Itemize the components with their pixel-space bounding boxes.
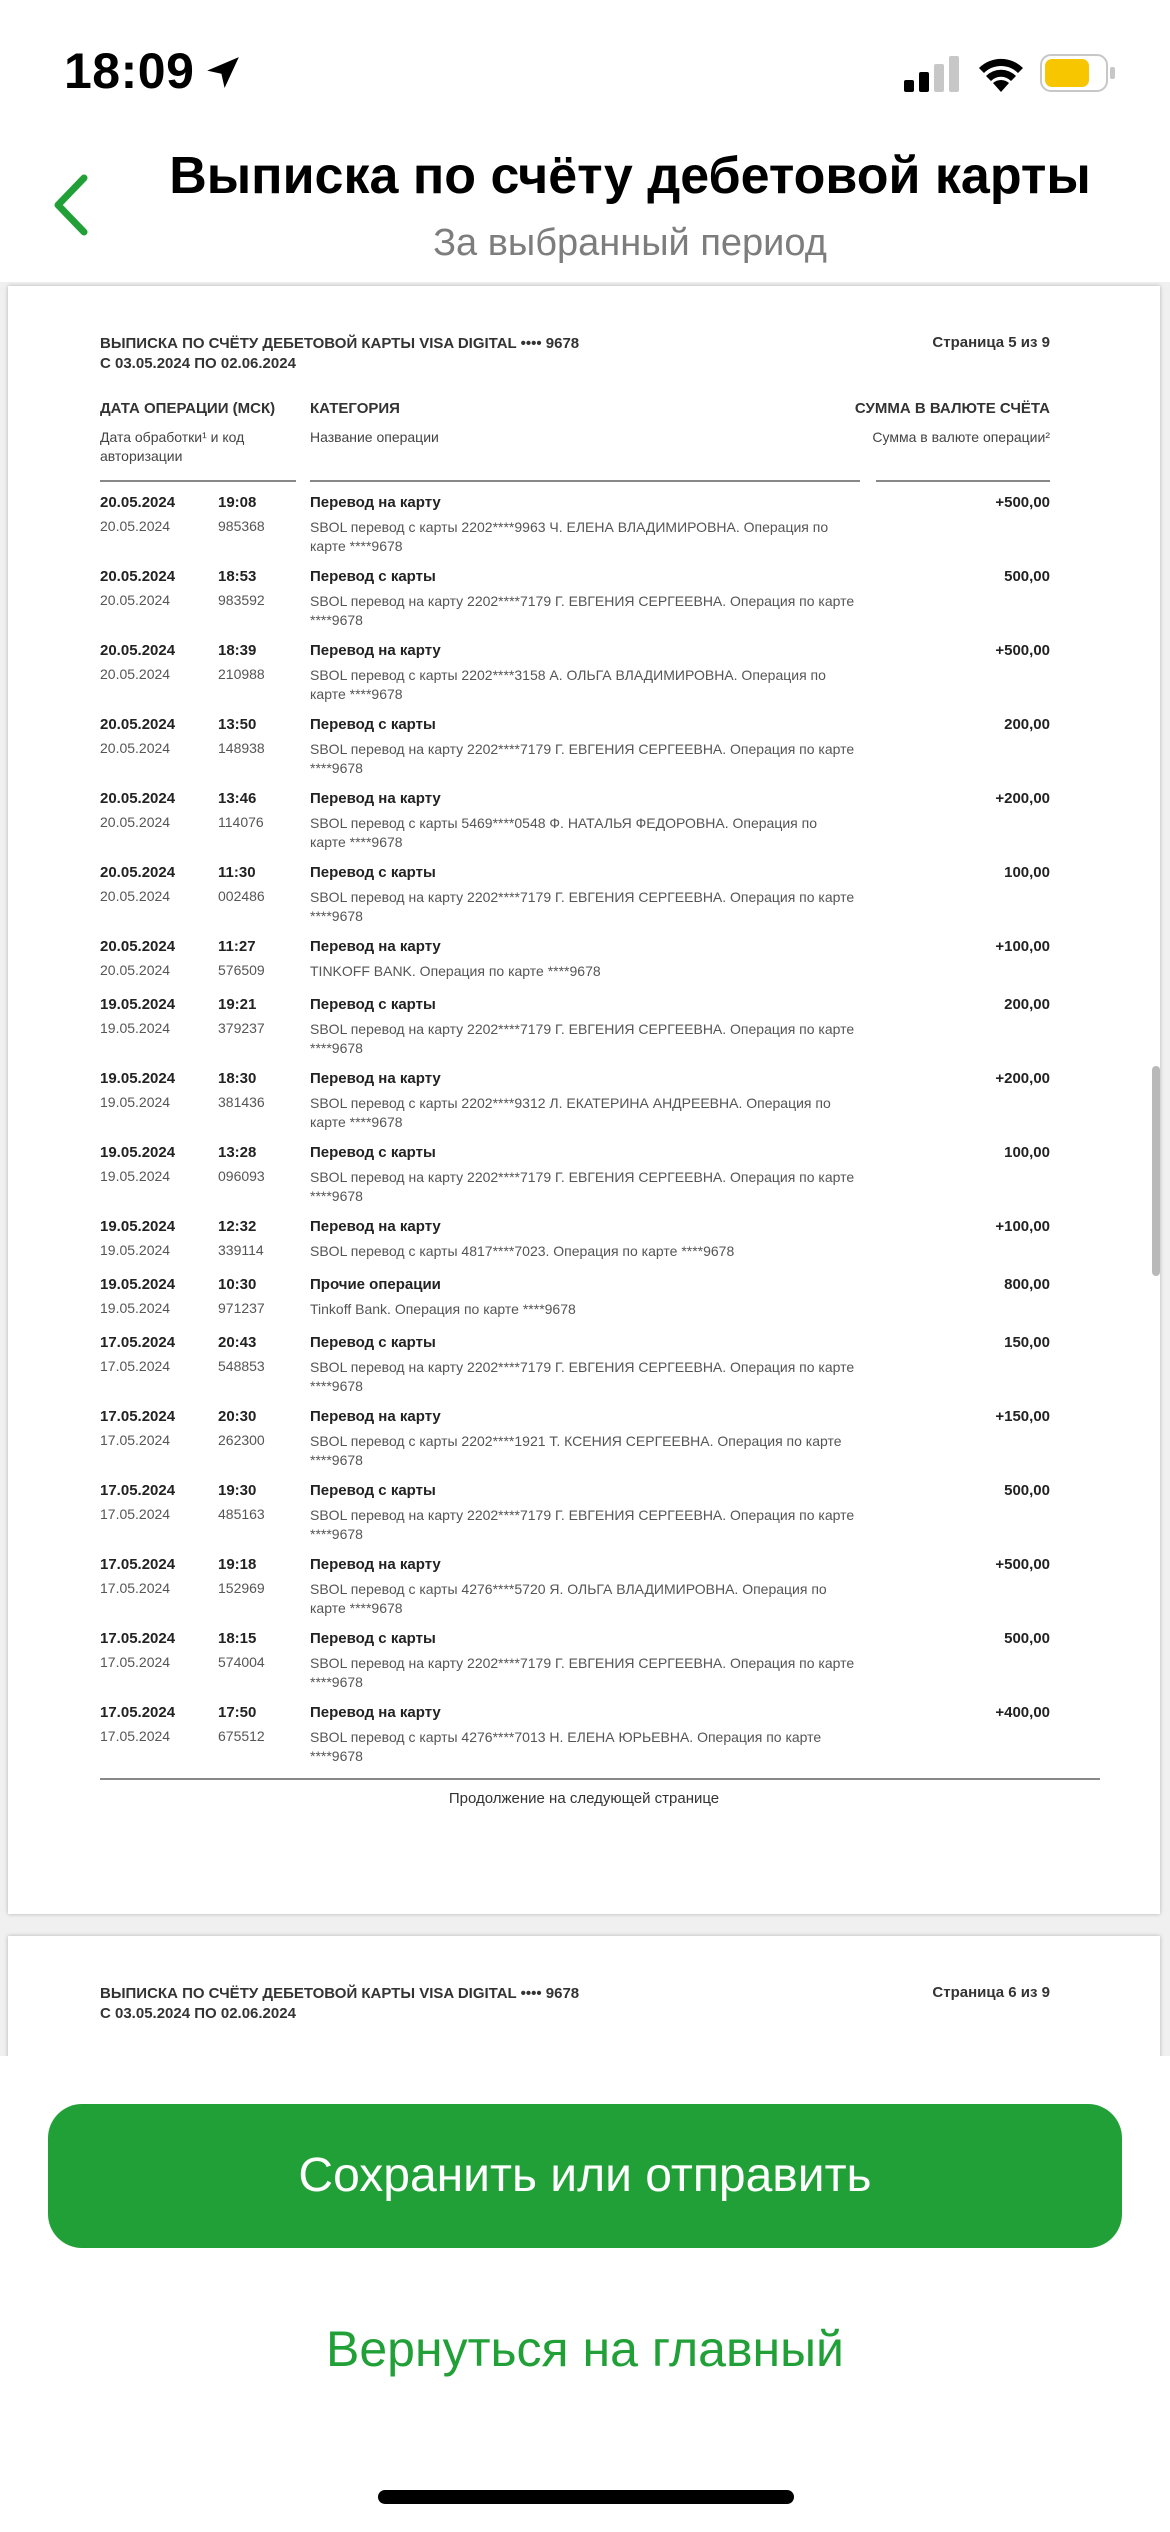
transaction-amount: +500,00 — [995, 1556, 1050, 1573]
page-title: Выписка по счёту дебетовой карты — [169, 147, 1091, 205]
home-indicator — [378, 2490, 794, 2504]
transaction-amount: +500,00 — [995, 494, 1050, 511]
cellular-signal-icon — [904, 56, 960, 92]
transaction-row — [8, 494, 1160, 568]
processing-date: 17.05.2024 — [100, 1506, 171, 1522]
transaction-date: 17.05.2024 — [100, 1704, 176, 1721]
auth-code: 002486 — [218, 888, 265, 904]
location-arrow-icon — [204, 54, 242, 92]
transaction-date: 17.05.2024 — [100, 1334, 176, 1351]
transaction-description: SBOL перевод на карту 2202****7179 Г. ЕВГЕНИЯ СЕРГЕЕВНА. Операция по карте ****9678 — [310, 1021, 855, 1056]
auth-code: 485163 — [218, 1506, 265, 1522]
statement-next-page — [8, 1936, 1160, 2056]
transaction-description: SBOL перевод с карты 2202****3158 А. ОЛЬГА ВЛАДИМИРОВНА. Операция по карте ****9678 — [310, 667, 826, 702]
transaction-amount: +100,00 — [995, 1218, 1050, 1235]
auth-code: 574004 — [218, 1654, 265, 1670]
processing-date: 20.05.2024 — [100, 962, 171, 978]
processing-date: 17.05.2024 — [100, 1580, 171, 1596]
transaction-time: 18:53 — [218, 568, 257, 585]
transaction-date: 17.05.2024 — [100, 1408, 176, 1425]
auth-code: 971237 — [218, 1300, 265, 1316]
transaction-row — [8, 1556, 1160, 1630]
processing-date: 19.05.2024 — [100, 1168, 171, 1184]
transaction-description: SBOL перевод на карту 2202****7179 Г. ЕВГЕНИЯ СЕРГЕЕВНА. Операция по карте ****9678 — [310, 1507, 855, 1542]
transaction-date: 20.05.2024 — [100, 938, 176, 955]
status-bar — [0, 0, 1170, 150]
page-number: Страница 5 из 9 — [932, 334, 1050, 351]
transaction-category: Перевод на карту — [310, 1070, 441, 1087]
transaction-time: 12:32 — [218, 1218, 257, 1235]
transaction-time: 17:50 — [218, 1704, 257, 1721]
transaction-description: SBOL перевод с карты 4276****5720 Я. ОЛЬГА ВЛАДИМИРОВНА. Операция по карте ****9678 — [310, 1581, 827, 1616]
transaction-category: Перевод с карты — [310, 568, 436, 585]
transaction-time: 10:30 — [218, 1276, 257, 1293]
status-time: 18:09 — [64, 43, 195, 99]
auth-code: 381436 — [218, 1094, 265, 1110]
auth-code: 262300 — [218, 1432, 265, 1448]
transaction-description: Tinkoff Bank. Операция по карте ****9678 — [310, 1301, 576, 1317]
transaction-amount: 500,00 — [1004, 1630, 1050, 1647]
transaction-time: 19:30 — [218, 1482, 257, 1499]
processing-date: 19.05.2024 — [100, 1242, 171, 1258]
transaction-amount: 100,00 — [1004, 1144, 1050, 1161]
processing-date: 20.05.2024 — [100, 814, 171, 830]
transaction-description: SBOL перевод на карту 2202****7179 Г. ЕВГЕНИЯ СЕРГЕЕВНА. Операция по карте ****9678 — [310, 889, 855, 924]
transaction-date: 20.05.2024 — [100, 864, 176, 881]
column-divider — [100, 480, 296, 482]
transaction-date: 19.05.2024 — [100, 1144, 176, 1161]
transaction-category: Перевод с карты — [310, 996, 436, 1013]
transaction-amount: +150,00 — [995, 1408, 1050, 1425]
auth-code: 210988 — [218, 666, 265, 682]
transaction-date: 17.05.2024 — [100, 1556, 176, 1573]
column-subheader-date: Дата обработки¹ и код авторизации — [100, 429, 245, 464]
transaction-amount: +200,00 — [995, 1070, 1050, 1087]
transaction-description: SBOL перевод на карту 2202****7179 Г. ЕВГЕНИЯ СЕРГЕЕВНА. Операция по карте ****9678 — [310, 1655, 855, 1690]
processing-date: 17.05.2024 — [100, 1728, 171, 1744]
column-divider — [310, 480, 860, 482]
auth-code: 339114 — [218, 1242, 264, 1258]
processing-date: 20.05.2024 — [100, 592, 171, 608]
transaction-row — [8, 1218, 1160, 1276]
statement-heading-title: ВЫПИСКА ПО СЧЁТУ ДЕБЕТОВОЙ КАРТЫ VISA DIGITAL •••• 9678 — [100, 1985, 580, 2002]
transaction-time: 13:46 — [218, 790, 257, 807]
auth-code: 675512 — [218, 1728, 265, 1744]
transaction-description: SBOL перевод на карту 2202****7179 Г. ЕВГЕНИЯ СЕРГЕЕВНА. Операция по карте ****9678 — [310, 593, 855, 628]
processing-date: 17.05.2024 — [100, 1358, 171, 1374]
transaction-amount: +500,00 — [995, 642, 1050, 659]
transaction-time: 19:18 — [218, 1556, 257, 1573]
transaction-row — [8, 1704, 1160, 1778]
transaction-category: Перевод на карту — [310, 494, 441, 511]
transaction-description: SBOL перевод с карты 4817****7023. Операция по карте ****9678 — [310, 1243, 735, 1259]
transaction-category: Перевод с карты — [310, 1482, 436, 1499]
processing-date: 20.05.2024 — [100, 666, 171, 682]
transaction-description: SBOL перевод на карту 2202****7179 Г. ЕВГЕНИЯ СЕРГЕЕВНА. Операция по карте ****9678 — [310, 1169, 855, 1204]
column-header-sum: СУММА В ВАЛЮТЕ СЧЁТА — [854, 400, 1050, 417]
transaction-description: SBOL перевод с карты 2202****9963 Ч. ЕЛЕНА ВЛАДИМИРОВНА. Операция по карте ****9678 — [310, 519, 829, 554]
transaction-amount: 150,00 — [1004, 1334, 1050, 1351]
divider — [100, 1778, 1100, 1780]
transaction-description: SBOL перевод с карты 2202****9312 Л. ЕКАТЕРИНА АНДРЕЕВНА. Операция по карте ****9678 — [310, 1095, 831, 1130]
transaction-amount: +200,00 — [995, 790, 1050, 807]
back-chevron-icon[interactable] — [46, 170, 98, 240]
transaction-category: Перевод на карту — [310, 790, 441, 807]
transaction-date: 19.05.2024 — [100, 1218, 176, 1235]
transaction-description: SBOL перевод с карты 4276****7013 Н. ЕЛЕНА ЮРЬЕВНА. Операция по карте ****9678 — [310, 1729, 822, 1764]
processing-date: 17.05.2024 — [100, 1432, 171, 1448]
transaction-category: Перевод на карту — [310, 642, 441, 659]
processing-date: 17.05.2024 — [100, 1654, 171, 1670]
transaction-amount: 800,00 — [1004, 1276, 1050, 1293]
processing-date: 20.05.2024 — [100, 888, 171, 904]
transaction-row — [8, 568, 1160, 642]
transaction-time: 20:30 — [218, 1408, 257, 1425]
column-subheader-sum: Сумма в валюте операции² — [872, 429, 1050, 445]
transaction-category: Перевод с карты — [310, 1334, 436, 1351]
transaction-row — [8, 1144, 1160, 1218]
transaction-time: 18:39 — [218, 642, 257, 659]
transaction-time: 13:28 — [218, 1144, 257, 1161]
transaction-date: 20.05.2024 — [100, 642, 176, 659]
transaction-category: Перевод с карты — [310, 1630, 436, 1647]
page-subtitle: За выбранный период — [433, 222, 827, 264]
transaction-date: 19.05.2024 — [100, 996, 176, 1013]
processing-date: 19.05.2024 — [100, 1020, 171, 1036]
page-number: Страница 6 из 9 — [932, 1984, 1050, 2001]
statement-heading — [100, 1984, 579, 2024]
transaction-amount: 200,00 — [1004, 996, 1050, 1013]
transaction-list — [8, 494, 1160, 1778]
transaction-date: 17.05.2024 — [100, 1482, 176, 1499]
transaction-amount: +100,00 — [995, 938, 1050, 955]
auth-code: 148938 — [218, 740, 265, 756]
transaction-time: 19:08 — [218, 494, 257, 511]
statement-period: С 03.05.2024 ПО 02.06.2024 — [100, 2005, 296, 2022]
transaction-amount: 500,00 — [1004, 568, 1050, 585]
transaction-amount: 200,00 — [1004, 716, 1050, 733]
transaction-category: Перевод на карту — [310, 1218, 441, 1235]
transaction-date: 19.05.2024 — [100, 1276, 176, 1293]
transaction-row — [8, 1276, 1160, 1334]
transaction-category: Перевод с карты — [310, 1144, 436, 1161]
processing-date: 19.05.2024 — [100, 1094, 171, 1110]
processing-date: 20.05.2024 — [100, 740, 171, 756]
transaction-time: 19:21 — [218, 996, 257, 1013]
transaction-description: SBOL перевод на карту 2202****7179 Г. ЕВГЕНИЯ СЕРГЕЕВНА. Операция по карте ****9678 — [310, 741, 855, 776]
transaction-row — [8, 1482, 1160, 1556]
transaction-amount: +400,00 — [995, 1704, 1050, 1721]
transaction-row — [8, 1070, 1160, 1144]
transaction-time: 13:50 — [218, 716, 257, 733]
transaction-row — [8, 1630, 1160, 1704]
auth-code: 114076 — [218, 814, 264, 830]
transaction-row — [8, 938, 1160, 996]
transaction-amount: 500,00 — [1004, 1482, 1050, 1499]
auth-code: 985368 — [218, 518, 265, 534]
transaction-description: TINKOFF BANK. Операция по карте ****9678 — [310, 963, 601, 979]
transaction-date: 20.05.2024 — [100, 716, 176, 733]
continue-note: Продолжение на следующей странице — [448, 1790, 720, 1807]
auth-code: 096093 — [218, 1168, 265, 1184]
transaction-category: Перевод на карту — [310, 1704, 441, 1721]
save-or-send-button[interactable]: Сохранить или отправить — [48, 2104, 1122, 2248]
scrollbar[interactable] — [1152, 1066, 1160, 1276]
transaction-time: 20:43 — [218, 1334, 257, 1351]
transaction-time: 18:30 — [218, 1070, 257, 1087]
transaction-date: 20.05.2024 — [100, 568, 176, 585]
transaction-category: Перевод с карты — [310, 864, 436, 881]
transaction-category: Прочие операции — [310, 1276, 441, 1293]
column-subheader-category: Название операции — [310, 429, 439, 445]
transaction-time: 11:27 — [218, 938, 256, 955]
auth-code: 379237 — [218, 1020, 265, 1036]
transaction-row — [8, 642, 1160, 716]
transaction-row — [8, 790, 1160, 864]
transaction-time: 18:15 — [218, 1630, 257, 1647]
processing-date: 20.05.2024 — [100, 518, 171, 534]
statement-page — [8, 286, 1160, 1914]
transaction-amount: 100,00 — [1004, 864, 1050, 881]
statement-viewer[interactable] — [0, 282, 1170, 2056]
wifi-icon — [976, 52, 1026, 92]
statement-heading-title: ВЫПИСКА ПО СЧЁТУ ДЕБЕТОВОЙ КАРТЫ VISA DIGITAL •••• 9678 — [100, 335, 580, 352]
auth-code: 983592 — [218, 592, 265, 608]
transaction-description: SBOL перевод на карту 2202****7179 Г. ЕВГЕНИЯ СЕРГЕЕВНА. Операция по карте ****9678 — [310, 1359, 855, 1394]
column-header-date: ДАТА ОПЕРАЦИИ (МСК) — [100, 400, 276, 417]
auth-code: 576509 — [218, 962, 265, 978]
transaction-category: Перевод с карты — [310, 716, 436, 733]
transaction-row — [8, 1408, 1160, 1482]
transaction-time: 11:30 — [218, 864, 256, 881]
transaction-row — [8, 1334, 1160, 1408]
transaction-category: Перевод на карту — [310, 1556, 441, 1573]
transaction-date: 19.05.2024 — [100, 1070, 176, 1087]
return-home-link[interactable]: Вернуться на главный — [326, 2321, 844, 2377]
auth-code: 152969 — [218, 1580, 265, 1596]
statement-heading — [100, 334, 579, 374]
processing-date: 19.05.2024 — [100, 1300, 171, 1316]
column-header-category: КАТЕГОРИЯ — [310, 400, 400, 417]
transaction-date: 17.05.2024 — [100, 1630, 176, 1647]
statement-period: С 03.05.2024 ПО 02.06.2024 — [100, 355, 296, 372]
transaction-row — [8, 996, 1160, 1070]
transaction-date: 20.05.2024 — [100, 790, 176, 807]
auth-code: 548853 — [218, 1358, 265, 1374]
transaction-category: Перевод на карту — [310, 1408, 441, 1425]
battery-icon — [1040, 54, 1116, 92]
transaction-row — [8, 716, 1160, 790]
column-divider — [876, 480, 1050, 482]
transaction-date: 20.05.2024 — [100, 494, 176, 511]
transaction-category: Перевод на карту — [310, 938, 441, 955]
transaction-description: SBOL перевод с карты 5469****0548 Ф. НАТАЛЬЯ ФЕДОРОВНА. Операция по карте ****9678 — [310, 815, 818, 850]
transaction-description: SBOL перевод с карты 2202****1921 Т. КСЕНИЯ СЕРГЕЕВНА. Операция по карте ****9678 — [310, 1433, 842, 1468]
transaction-row — [8, 864, 1160, 938]
